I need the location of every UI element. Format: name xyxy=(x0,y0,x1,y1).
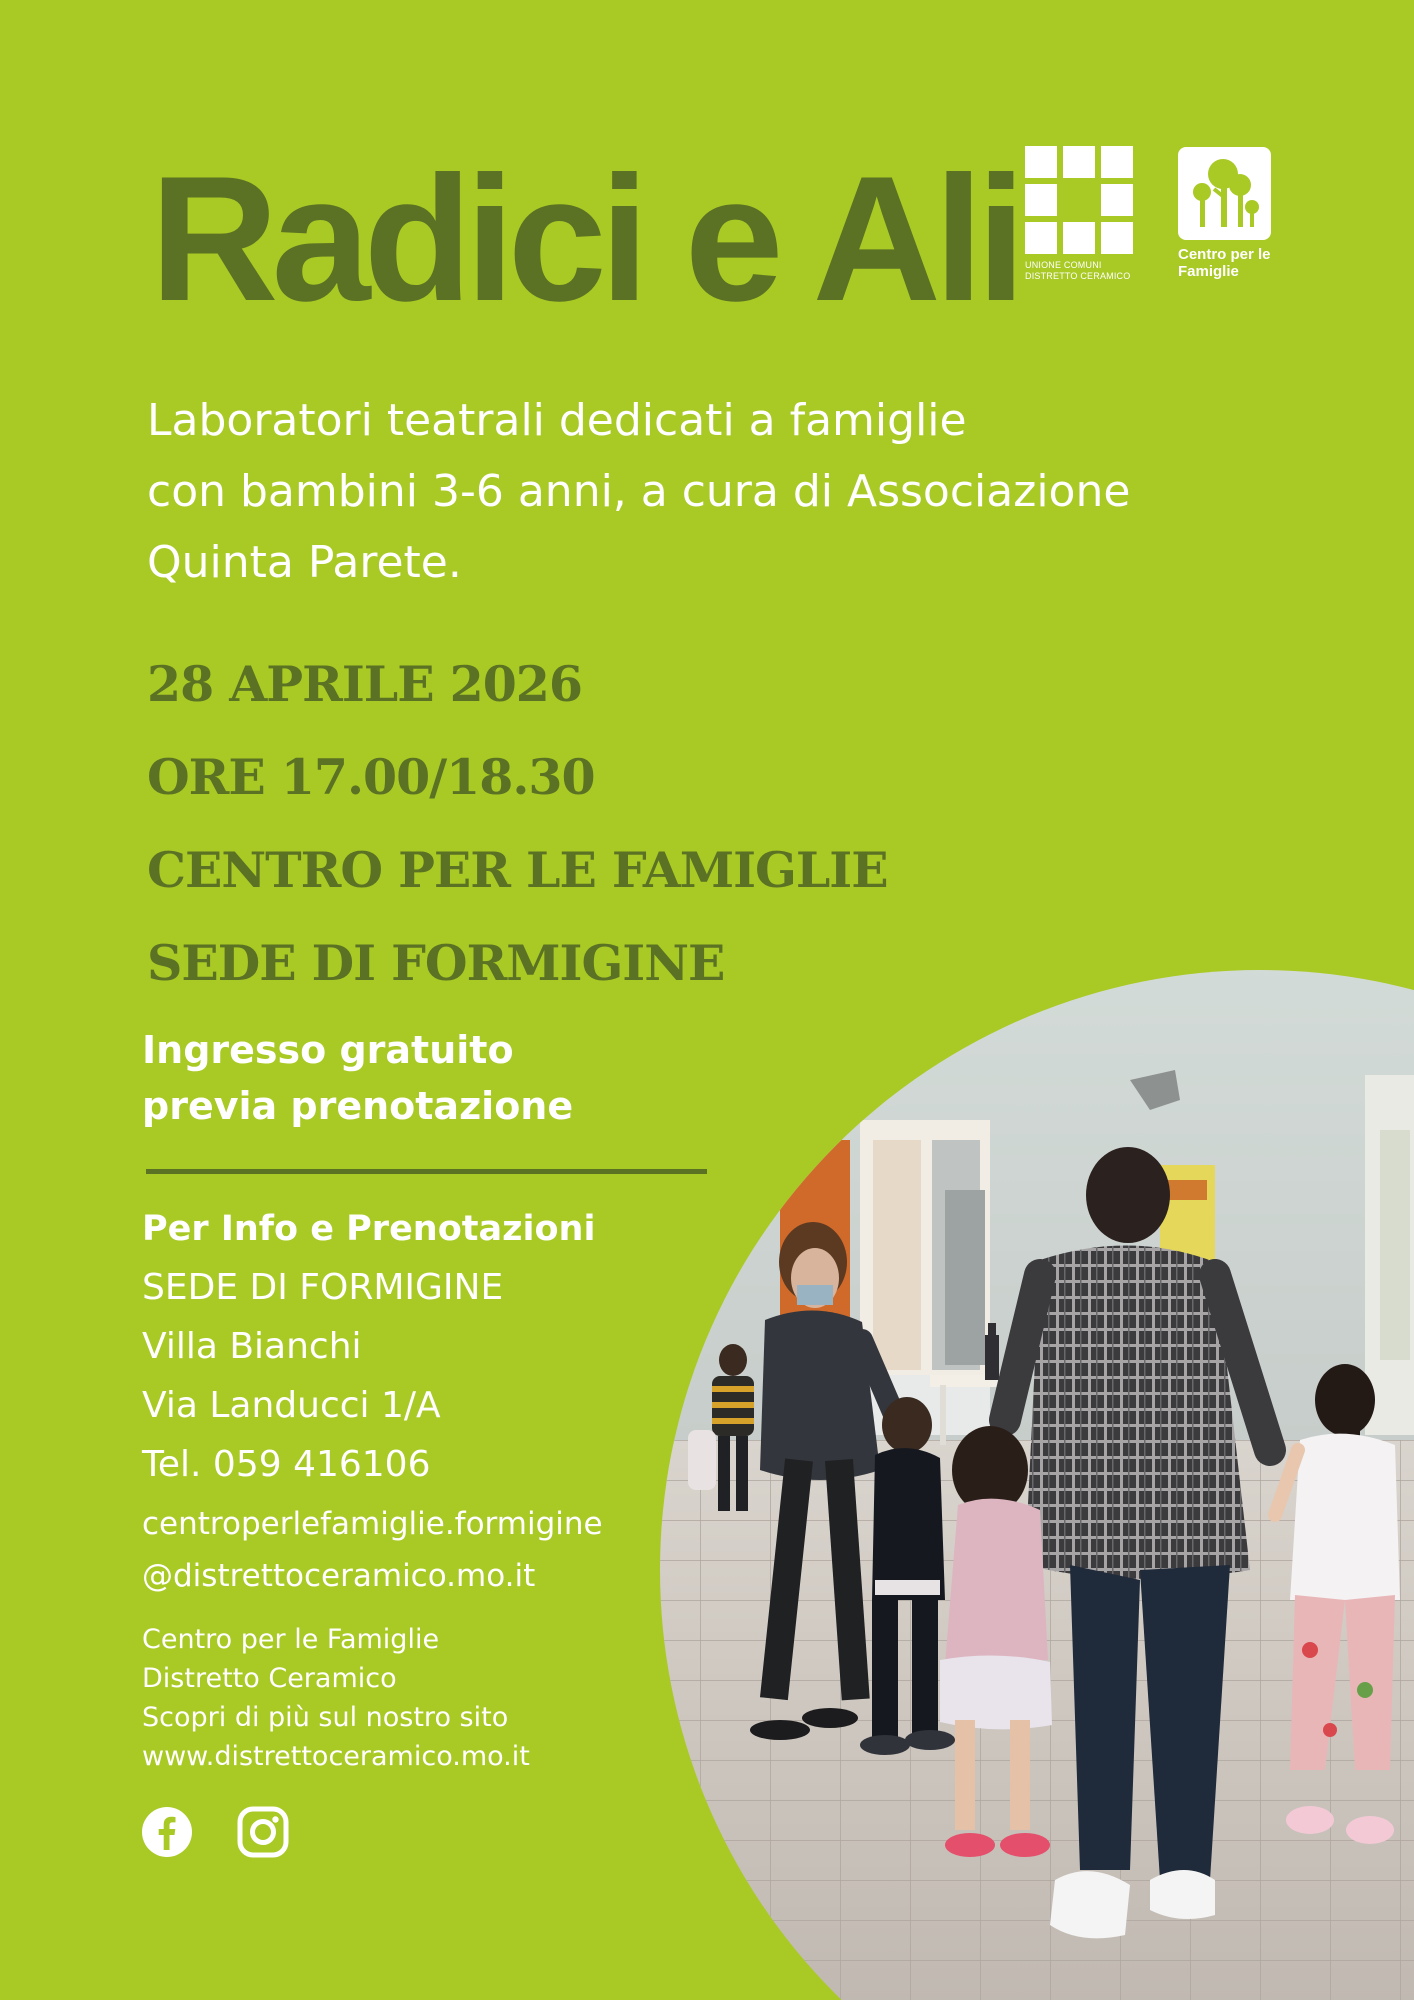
footer-website-link[interactable]: www.distrettoceramico.mo.it xyxy=(142,1741,530,1772)
intro-line-3: Quinta Parete. xyxy=(147,537,462,588)
contact-phone[interactable]: Tel. 059 416106 xyxy=(142,1444,431,1485)
centro-logo-line1: Centro per le xyxy=(1178,246,1271,263)
contact-building: Villa Bianchi xyxy=(142,1326,362,1367)
unione-logo-line1: UNIONE COMUNI xyxy=(1025,260,1102,270)
footer-line-3: Scopri di più sul nostro sito xyxy=(142,1702,509,1733)
centro-logo-line2: Famiglie xyxy=(1178,263,1239,280)
intro-line-2: con bambini 3-6 anni, a cura di Associazione xyxy=(147,466,1131,517)
contact-email-user[interactable]: centroperlefamiglie.formigine xyxy=(142,1506,603,1542)
event-venue: CENTRO PER LE FAMIGLIE xyxy=(147,841,888,899)
contact-address: Via Landucci 1/A xyxy=(142,1385,441,1426)
contact-heading: Per Info e Prenotazioni xyxy=(142,1209,596,1249)
unione-logo-line2: DISTRETTO CERAMICO xyxy=(1025,271,1131,281)
intro-line-1: Laboratori teatrali dedicati a famiglie xyxy=(147,395,967,446)
event-date: 28 APRILE 2026 xyxy=(147,655,582,713)
poster-title: Radici e Ali xyxy=(150,139,1019,338)
event-time: ORE 17.00/18.30 xyxy=(147,748,595,806)
event-location: SEDE DI FORMIGINE xyxy=(147,934,725,992)
footer-line-2: Distretto Ceramico xyxy=(142,1663,397,1694)
entry-line-1: Ingresso gratuito xyxy=(142,1028,514,1072)
contact-email-domain[interactable]: @distrettoceramico.mo.it xyxy=(142,1558,536,1594)
entry-line-2: previa prenotazione xyxy=(142,1084,574,1128)
contact-office: SEDE DI FORMIGINE xyxy=(142,1267,504,1308)
footer-line-1: Centro per le Famiglie xyxy=(142,1624,440,1655)
